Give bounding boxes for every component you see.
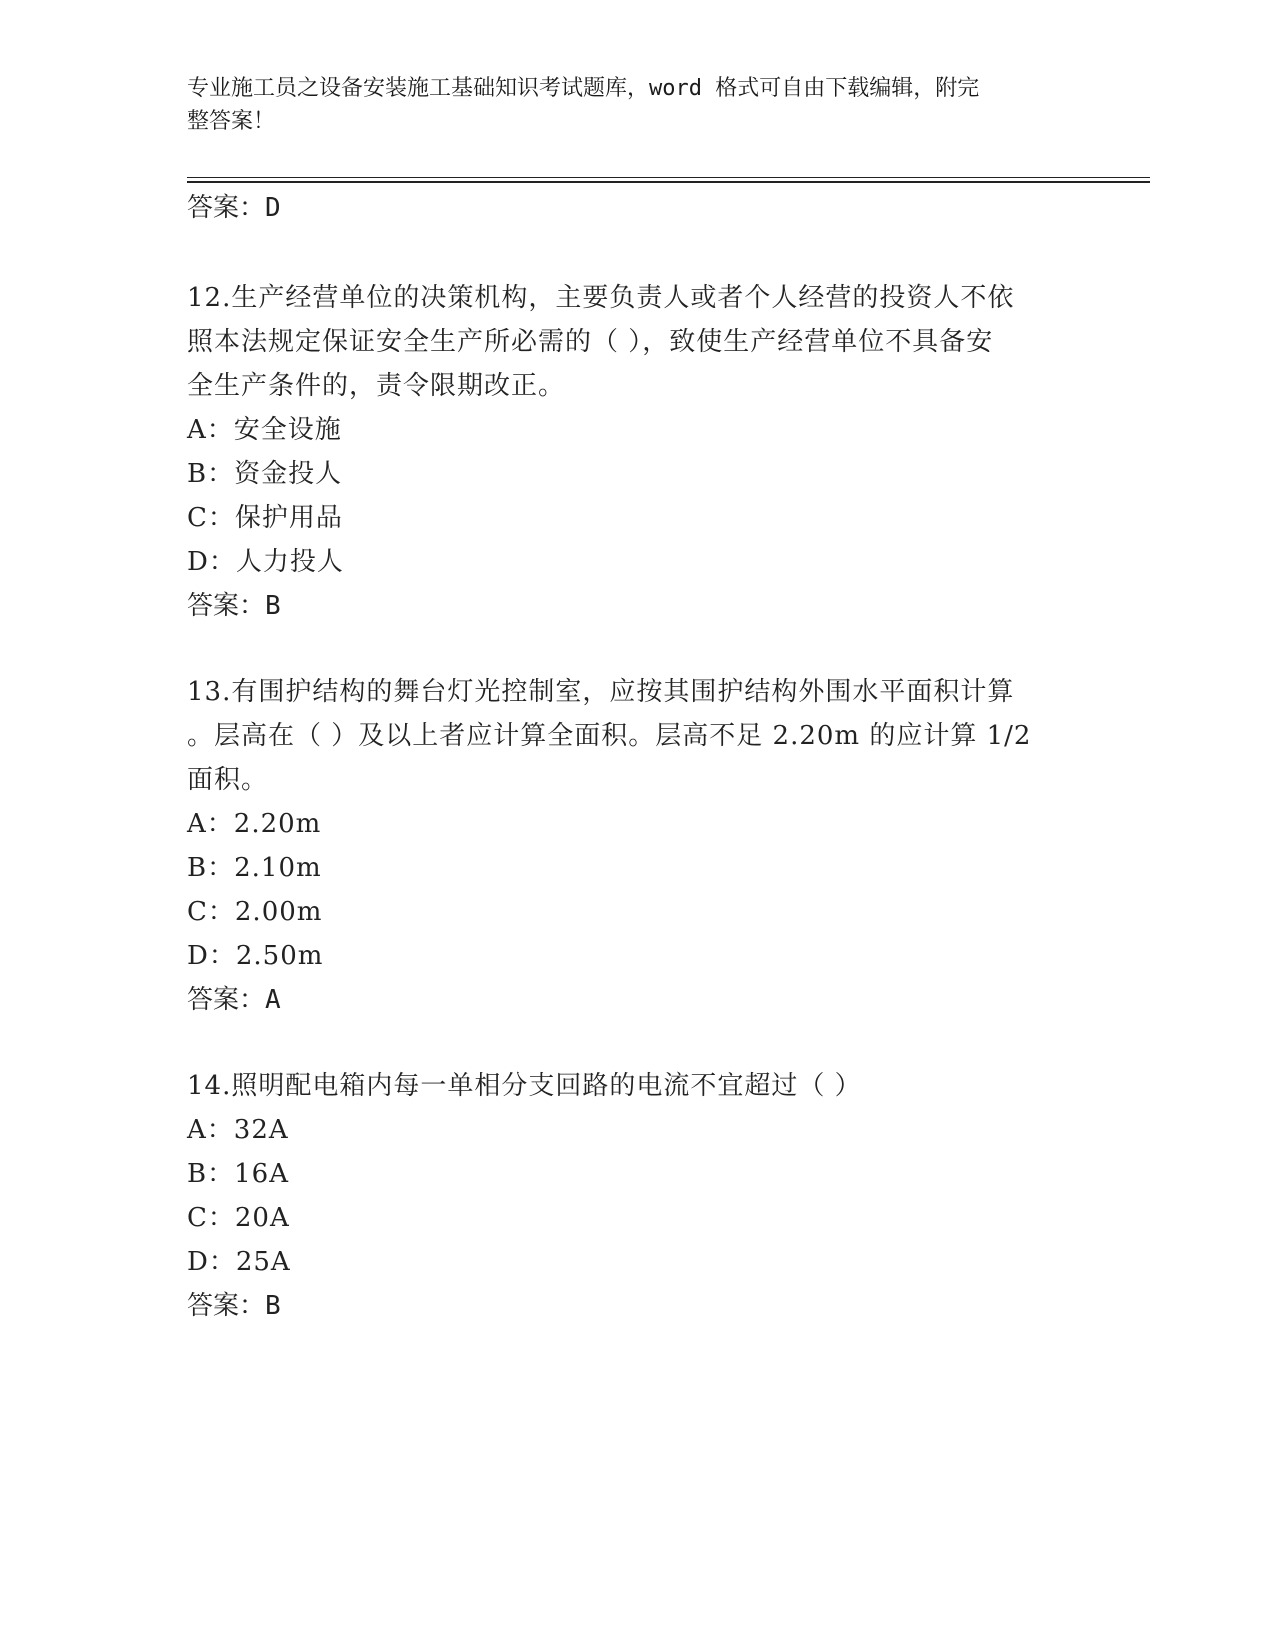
question-text-line: 。层高在（ ）及以上者应计算全面积。层高不足 2.20m 的应计算 1/2 [187, 721, 1032, 751]
option-b: B：2.10m [187, 853, 322, 883]
answer: 答案：B [187, 591, 281, 621]
question-text-line: 12.生产经营单位的决策机构，主要负责人或者个人经营的投资人不依 [187, 283, 1015, 313]
option-a: A：32A [187, 1115, 289, 1145]
document-header [187, 72, 1067, 138]
option-c: C：2.00m [187, 897, 323, 927]
option-b: B：资金投人 [187, 459, 343, 489]
question-text-line: 13.有围护结构的舞台灯光控制室，应按其围护结构外围水平面积计算 [187, 677, 1015, 707]
previous-answer: 答案：D [187, 193, 281, 223]
header-rule-thick [187, 181, 1150, 183]
option-d: D：2.50m [187, 941, 324, 971]
option-c: C：20A [187, 1203, 290, 1233]
option-b: B：16A [187, 1159, 289, 1189]
question-text-line: 14.照明配电箱内每一单相分支回路的电流不宜超过（ ） [187, 1071, 862, 1101]
question-text-line: 全生产条件的，责令限期改正。 [187, 371, 566, 401]
answer: 答案：A [187, 985, 281, 1015]
header-line-1: 专业施工员之设备安装施工基础知识考试题库，word 格式可自由下载编辑，附完 [187, 76, 980, 101]
answer: 答案：B [187, 1291, 281, 1321]
option-a: A：安全设施 [187, 415, 342, 445]
question-text-line: 面积。 [187, 765, 269, 795]
header-rule-thin [187, 177, 1150, 178]
option-a: A：2.20m [187, 809, 322, 839]
option-d: D：人力投人 [187, 547, 344, 577]
option-c: C：保护用品 [187, 503, 343, 533]
question-text-line: 照本法规定保证安全生产所必需的（ ），致使生产经营单位不具备安 [187, 327, 994, 357]
header-line-2: 整答案！ [187, 109, 276, 134]
option-d: D：25A [187, 1247, 291, 1277]
